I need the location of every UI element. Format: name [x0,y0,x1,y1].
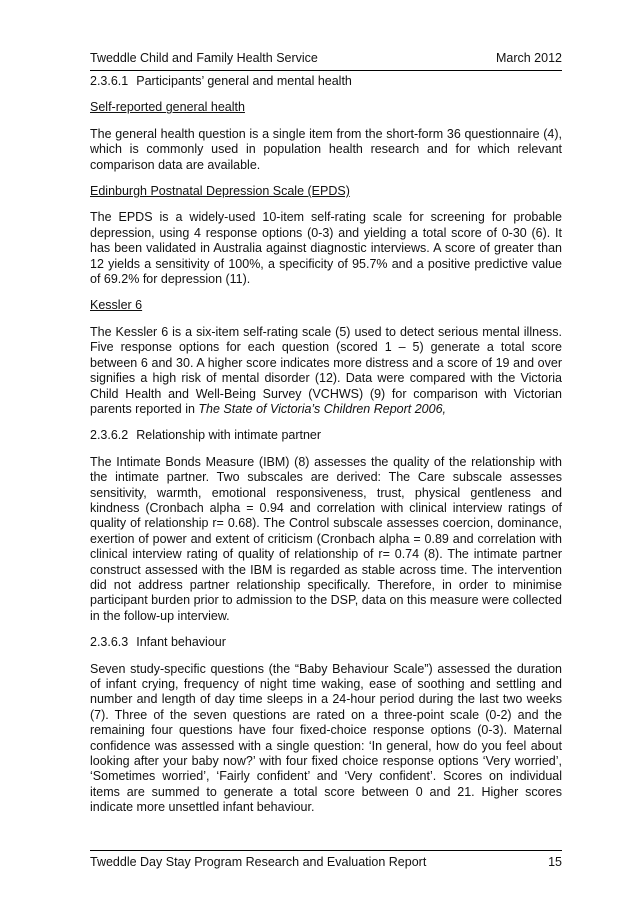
header-organisation: Tweddle Child and Family Health Service [90,51,318,65]
paragraph-epds: The EPDS is a widely-used 10-item self-rating scale for screening for probable depression, using 4 response options (0-3) and yielding a total score of 0-30 (6). It has been validated in Australia against diagnostic interviews. A score of greater than 12 yields a sensitivity of 100%, a specificity of 95.7% and a positive predictive value of 69.2% for depression (11). [90,210,562,287]
section-number: 2.3.6.3 [90,635,129,650]
subheading-text: Self-reported general health [90,100,245,115]
subheading-epds [90,184,562,199]
page-number: 15 [548,855,562,869]
header-date: March 2012 [495,51,562,65]
header-divider [90,70,562,71]
report-title-italic: The State of Victoria’s Children Report 2006, [198,401,447,416]
paragraph-infant-behaviour: Seven study-specific questions (the “Baby Behaviour Scale”) assessed the duration of infant crying, frequency of night time waking, ease of soothing and settling and number and length of day time sleeps in a 24-hour period during the last two weeks (7). Three of the seven questions are rated on a three-point scale (0-2) and the remaining four questions have four fixed-choice response options (0-3). Maternal confidence was assessed with a single question: ‘In general, how do you feel about looking after your baby now?’ with four fixed choice response options ‘Very worried’, ‘Sometimes worried’, ‘Fairly confident’ and ‘Very confident’. Scores on individual items are summed to generate a total score between 0 and 21. Higher scores indicate more unsettled infant behaviour. [90,661,562,815]
section-title: Infant behaviour [136,635,226,650]
subheading-text: Edinburgh Postnatal Depression Scale (EPDS) [90,184,350,199]
paragraph-intimate-partner: The Intimate Bonds Measure (IBM) (8) assesses the quality of the relationship with the intimate partner. Two subscales are derived: The Care subscale assesses sensitivity, warmth, emotional responsiveness, trust, physical gentleness and kindness (Cronbach alpha = 0.94 and correlation with clinical interview ratings of quality of relationship r= 0.68). The Control subscale assesses coercion, dominance, exertion of power and extent of criticism (Cronbach alpha = 0.89 and correlation with clinical interview rating of quality of relationship of r= 0.74 (8). The intimate partner construct assessed with the IBM is regarded as stable across time. The intervention did not address partner relationship specifically. Therefore, in order to minimise participant burden prior to admission to the DSP, data on this measure were collected in the follow-up interview. [90,454,562,623]
paragraph-kessler [90,325,562,417]
section-heading-2-3-6-3 [90,635,562,650]
section-number: 2.3.6.2 [90,428,129,443]
page-footer [90,855,562,870]
footer-report-title: Tweddle Day Stay Program Research and Evaluation Report [90,855,427,869]
page-header [90,51,562,66]
subheading-general-health [90,100,562,115]
subheading-kessler [90,298,562,313]
section-number: 2.3.6.1 [90,74,129,88]
section-title: Participants’ general and mental health [136,74,352,88]
section-heading-2-3-6-1 [90,74,562,89]
section-heading-2-3-6-2 [90,428,562,443]
subheading-text: Kessler 6 [90,298,143,313]
section-title: Relationship with intimate partner [136,428,322,443]
paragraph-text: The Kessler 6 is a six-item self-rating scale (5) used to detect serious mental illness. Five response options for each question (scored 1 – 5) generate a total score between 6 and 30. A higher score indicates more distress and a score of 19 and over signifies a high risk of mental disorder (12). Data were compared with the Victoria Child Health and Well-Being Survey (VCHWS) (9) for comparison with Victorian parents reported in [90,324,562,416]
paragraph-general-health: The general health question is a single item from the short-form 36 questionnaire (4), which is commonly used in population health research and for which relevant comparison data are available. [90,126,562,172]
page-content [90,74,562,827]
footer-divider [90,850,562,851]
